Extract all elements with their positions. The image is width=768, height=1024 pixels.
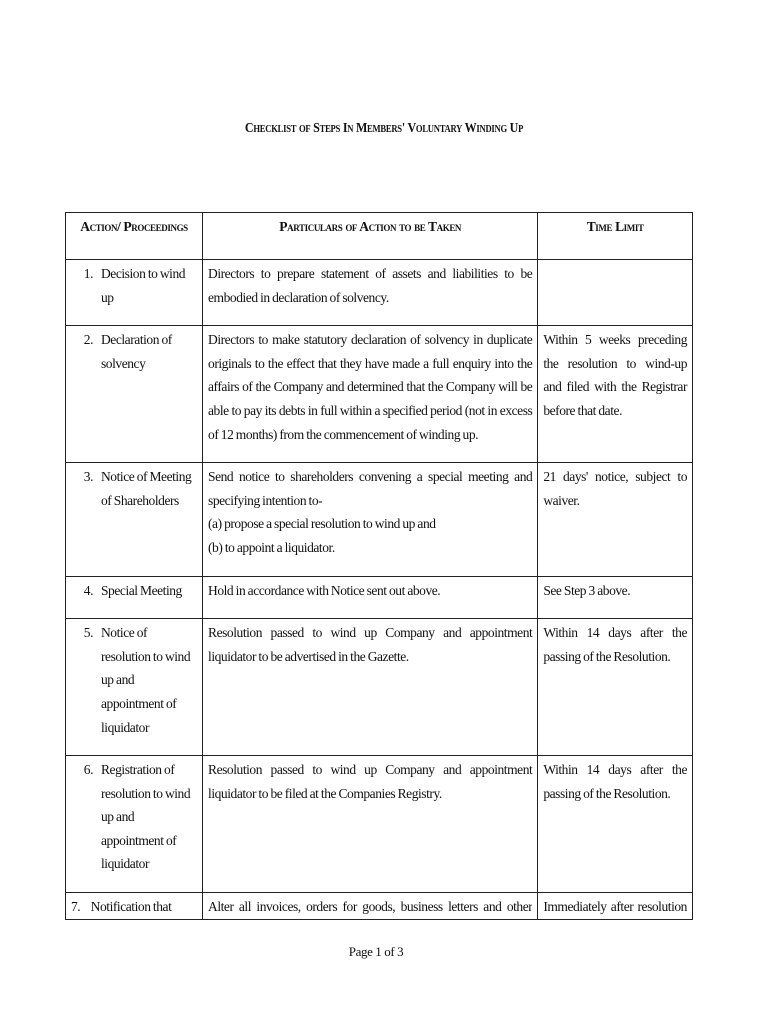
step-action: Decision to wind up xyxy=(101,266,186,305)
time-limit-cell xyxy=(538,619,693,756)
table-row xyxy=(66,619,693,756)
time-limit-text: Immediately after resolution xyxy=(543,899,687,915)
time-limit-text: See Step 3 above. xyxy=(543,582,631,598)
table-row xyxy=(66,756,693,893)
page-number: Page 1 of 3 xyxy=(348,944,404,959)
time-limit-text: 21 days' notice, subject to waiver. xyxy=(543,469,687,508)
step-number: 7. xyxy=(71,899,81,915)
action-cell xyxy=(66,756,203,893)
particulars-text: Resolution passed to wind up Company and appointment liquidator to be filed at the Companies Registry. xyxy=(208,762,533,801)
step-action: Notification that xyxy=(90,899,172,915)
time-limit-cell xyxy=(538,893,693,920)
step-number: 2. xyxy=(83,332,93,348)
step-action: Registration of resolution to wind up and appointment of liquidator xyxy=(101,762,191,872)
step-number: 3. xyxy=(83,469,93,485)
particulars-text: Hold in accordance with Notice sent out above. xyxy=(208,582,441,598)
table-row xyxy=(66,463,693,576)
action-cell xyxy=(66,893,203,920)
action-cell xyxy=(66,463,203,576)
time-limit-cell xyxy=(538,756,693,893)
header-time-limit: Time Limit xyxy=(538,213,693,260)
step-number: 6. xyxy=(83,762,93,778)
checklist-table xyxy=(65,212,693,920)
particulars-cell xyxy=(203,463,538,576)
action-cell xyxy=(66,576,203,619)
time-limit-text: Within 14 days after the passing of the Resolution. xyxy=(543,762,687,801)
particulars-text: Resolution passed to wind up Company and appointment liquidator to be advertised in the Gazette. xyxy=(208,625,533,664)
action-cell xyxy=(66,326,203,463)
particulars-cell xyxy=(203,260,538,326)
table-row xyxy=(66,326,693,463)
particulars-cell xyxy=(203,756,538,893)
step-action: Declaration of solvency xyxy=(101,332,172,371)
particulars-text: Alter all invoices, orders for goods, business letters and other xyxy=(208,899,533,915)
particulars-cell xyxy=(203,893,538,920)
table-row xyxy=(66,893,693,920)
time-limit-cell xyxy=(538,326,693,463)
particulars-cell xyxy=(203,576,538,619)
time-limit-cell xyxy=(538,260,693,326)
action-cell xyxy=(66,619,203,756)
table-row xyxy=(66,576,693,619)
time-limit-text: Within 5 weeks preceding the resolution to wind-up and filed with the Registrar before that date. xyxy=(543,332,687,418)
header-action: Action/ Proceedings xyxy=(66,213,203,260)
particulars-text: (a) propose a special resolution to wind up and xyxy=(208,516,436,532)
particulars-text: (b) to appoint a liquidator. xyxy=(208,539,335,555)
time-limit-text: Within 14 days after the passing of the Resolution. xyxy=(543,625,687,664)
header-particulars: Particulars of Action to be Taken xyxy=(203,213,538,260)
table-row xyxy=(66,260,693,326)
particulars-text: Directors to prepare statement of assets and liabilities to be embodied in declaration of solvency. xyxy=(208,266,533,305)
particulars-text: Directors to make statutory declaration of solvency in duplicate originals to the effect that they have made a full enquiry into the affairs of the Company and determined that the Company will be able to pay its debts in full within a specified period (not in excess of 12 months) from the commencement of winding up. xyxy=(208,332,533,442)
step-number: 4. xyxy=(83,582,93,598)
particulars-cell xyxy=(203,619,538,756)
time-limit-cell xyxy=(538,576,693,619)
step-action: Special Meeting xyxy=(101,582,182,598)
particulars-cell xyxy=(203,326,538,463)
step-number: 1. xyxy=(83,266,93,281)
step-action: Notice of Meeting of Shareholders xyxy=(101,469,192,508)
step-action: Notice of resolution to wind up and appointment of liquidator xyxy=(101,625,191,735)
time-limit-cell xyxy=(538,463,693,576)
table-header-row xyxy=(66,213,693,260)
action-cell xyxy=(66,260,203,326)
particulars-text: Send notice to shareholders convening a special meeting and specifying intention to- xyxy=(208,469,533,508)
document-title: Checklist of Steps In Members' Voluntary Winding Up xyxy=(244,121,524,136)
step-number: 5. xyxy=(83,625,93,641)
